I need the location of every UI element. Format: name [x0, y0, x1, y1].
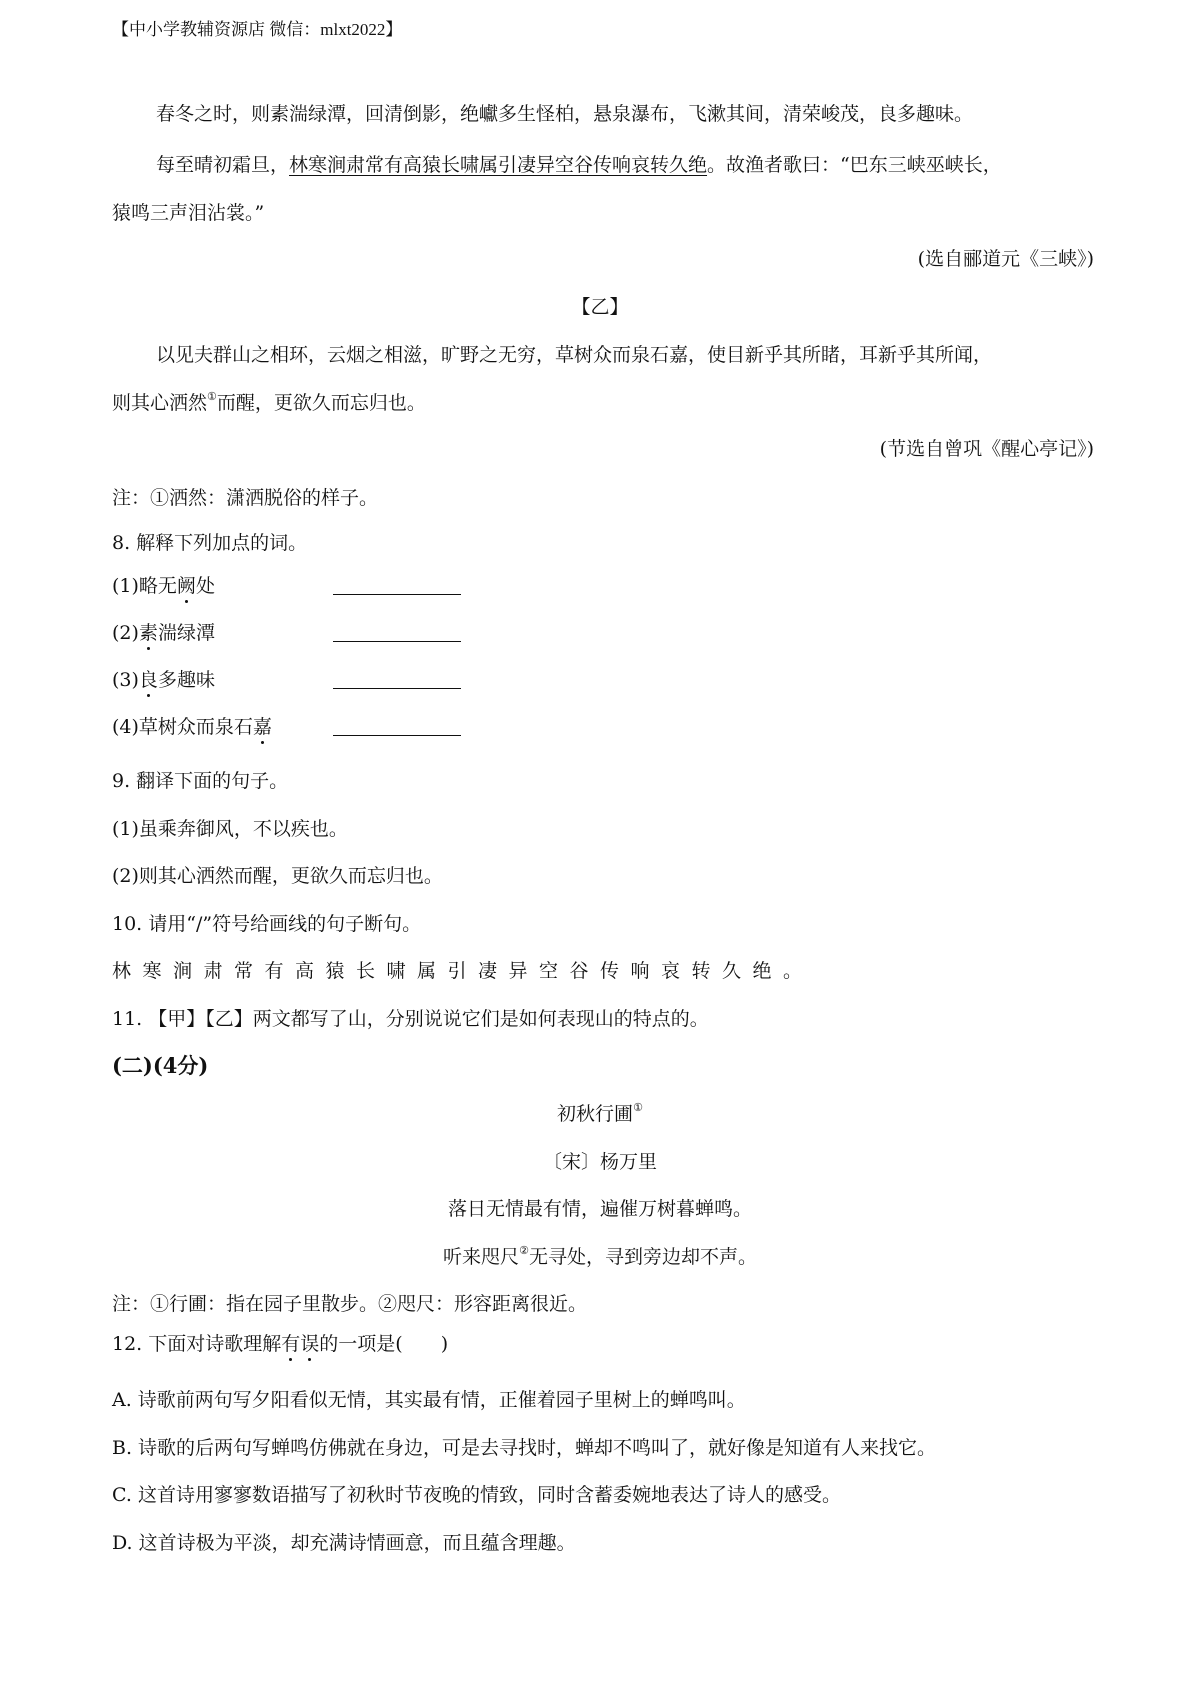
q12-option-a: A. 诗歌前两句写夕阳看似无情，其实最有情，正催着园子里树上的蝉鸣叫。 — [112, 1389, 746, 1411]
q8-item-3 — [112, 668, 215, 692]
q12-option-c: C. 这首诗用寥寥数语描写了初秋时节夜晚的情致，同时含蓄委婉地表达了诗人的感受。 — [112, 1484, 841, 1506]
yi-paragraph-1: 以见夫群山之相环，云烟之相滋，旷野之无穷，草树众而泉石嘉，使目新乎其所睹，耳新乎其所闻， — [156, 344, 993, 366]
text: 无寻处，寻到旁边却不声。 — [528, 1246, 757, 1268]
text: (3) — [112, 669, 139, 691]
jia-paragraph-2 — [156, 153, 1002, 177]
q8-item-2 — [112, 621, 215, 645]
underlined-sentence: 林寒涧肃常有高猿长啸属引凄异空谷传响哀转久绝 — [289, 154, 708, 176]
q9-label: 9. 翻译下面的句子。 — [112, 770, 289, 792]
poem-line-2 — [0, 1245, 1200, 1269]
dotted-char: 有 — [281, 1333, 301, 1355]
jia-source: (选自郦道元《三峡》) — [917, 248, 1094, 270]
q10-label: 10. 请用“/”符号给画线的句子断句。 — [112, 913, 422, 935]
yi-source: (节选自曾巩《醒心亭记》) — [879, 438, 1094, 460]
answer-blank[interactable] — [333, 735, 461, 736]
text: 的一项是( ) — [319, 1333, 449, 1355]
text: 每至晴初霜旦， — [156, 154, 290, 176]
section-2-heading: (二)(4分) — [112, 1053, 209, 1078]
text: 初秋行圃 — [557, 1103, 634, 1125]
footnote-mark: ① — [207, 390, 217, 403]
answer-blank[interactable] — [333, 688, 461, 689]
text: 听来咫尺 — [443, 1246, 520, 1268]
footnote-mark: ① — [633, 1101, 643, 1114]
text: 多趣味 — [157, 669, 215, 691]
text: 12. 下面对诗歌理解 — [112, 1333, 282, 1355]
text: 处 — [195, 575, 215, 597]
poem-line-1: 落日无情最有情，遍催万树暮蝉鸣。 — [447, 1198, 752, 1220]
poem-title — [0, 1102, 1200, 1126]
q11-label: 11. 【甲】【乙】两文都写了山，分别说说它们是如何表现山的特点的。 — [112, 1008, 709, 1030]
dotted-char: 阙 — [176, 575, 196, 597]
dotted-char: 误 — [300, 1333, 320, 1355]
text: 而醒，更欲久而忘归也。 — [216, 392, 426, 414]
poem-author: 〔宋〕杨万里 — [542, 1151, 657, 1173]
note-2: 注：①行圃：指在园子里散步。②咫尺：形容距离很近。 — [112, 1293, 588, 1315]
q10-text: 林寒涧肃常有高猿长啸属引凄异空谷传响哀转久绝。 — [112, 960, 814, 982]
answer-blank[interactable] — [333, 641, 461, 642]
q12-label — [112, 1332, 448, 1356]
q12-option-b: B. 诗歌的后两句写蝉鸣仿佛就在身边，可是去寻找时，蝉却不鸣叫了，就好像是知道有人来找它。 — [112, 1437, 937, 1459]
q8-item-1 — [112, 574, 215, 598]
dotted-char: 素 — [138, 622, 158, 644]
answer-blank[interactable] — [333, 594, 461, 595]
jia-paragraph-2-cont: 猿鸣三声泪沾裳。” — [112, 202, 265, 224]
yi-paragraph-2 — [112, 391, 426, 415]
text: (4)草树众而泉石 — [112, 716, 253, 738]
q12-option-d: D. 这首诗极为平淡，却充满诗情画意，而且蕴含理趣。 — [112, 1532, 576, 1554]
q8-item-4 — [112, 715, 272, 739]
q9-item-2: (2)则其心洒然而醒，更欲久而忘归也。 — [112, 865, 443, 887]
footnote-mark: ② — [519, 1244, 529, 1257]
text: 则其心洒然 — [112, 392, 208, 414]
q9-item-1: (1)虽乘奔御风，不以疾也。 — [112, 818, 348, 840]
note-1: 注：①洒然：潇洒脱俗的样子。 — [112, 487, 379, 509]
text: (2) — [112, 622, 139, 644]
watermark-header: 【中小学教辅资源店 微信：mlxt2022】 — [112, 20, 403, 39]
text: 。故渔者歌曰：“巴东三峡巫峡长， — [707, 154, 1002, 176]
text: 湍绿潭 — [157, 622, 215, 644]
text: (1)略无 — [112, 575, 177, 597]
dotted-char: 良 — [138, 669, 158, 691]
dotted-char: 嘉 — [252, 716, 272, 738]
jia-paragraph-1: 春冬之时，则素湍绿潭，回清倒影，绝巘多生怪柏，悬泉瀑布，飞漱其间，清荣峻茂，良多趣味。 — [156, 103, 974, 125]
q8-label: 8. 解释下列加点的词。 — [112, 532, 308, 554]
yi-title: 【乙】 — [571, 296, 629, 318]
